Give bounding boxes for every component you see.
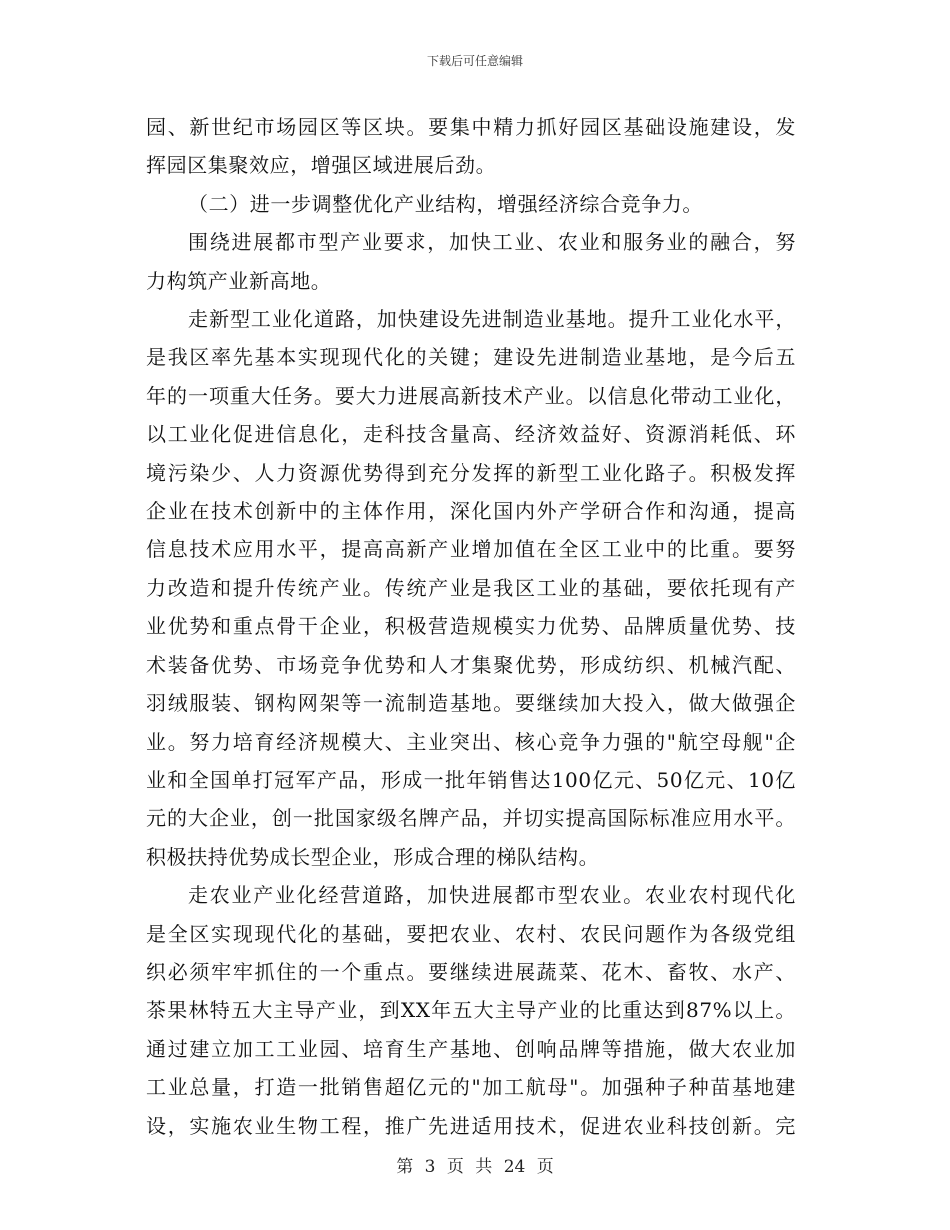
text-line: 业。努力培育经济规模大、主业突出、核心竞争力强的"航空母舰"企 <box>146 729 796 754</box>
text-line: 通过建立加工工业园、培育生产基地、创响品牌等措施，做大农业加 <box>146 1036 796 1061</box>
text-line: 力改造和提升传统产业。传统产业是我区工业的基础，要依托现有产 <box>146 575 796 600</box>
text-line: 走农业产业化经营道路，加快进展都市型农业。农业农村现代化 <box>188 883 796 908</box>
text-line: 业和全国单打冠军产品，形成一批年销售达100亿元、50亿元、10亿 <box>146 767 796 792</box>
page-footer: 第 3 页 共 24 页 <box>396 1157 554 1177</box>
text-line: 元的大企业，创一批国家级名牌产品，并切实提高国际标准应用水平。 <box>146 806 796 831</box>
text-line: 企业在技术创新中的主体作用，深化国内外产学研合作和沟通，提高 <box>146 499 796 524</box>
page-header: 下载后可任意编辑 <box>426 54 523 68</box>
text-line: 年的一项重大任务。要大力进展高新技术产业。以信息化带动工业化， <box>146 383 796 408</box>
text-line: 业优势和重点骨干企业，积极营造规模实力优势、品牌质量优势、技 <box>146 614 796 639</box>
text-line: 走新型工业化道路，加快建设先进制造业基地。提升工业化水平， <box>188 307 796 332</box>
text-line: 工业总量，打造一批销售超亿元的"加工航母"。加强种子种苗基地建 <box>146 1075 796 1100</box>
text-line: 围绕进展都市型产业要求，加快工业、农业和服务业的融合，努 <box>188 230 796 255</box>
text-line: 积极扶持优势成长型企业，形成合理的梯队结构。 <box>146 844 600 869</box>
text-line: 设，实施农业生物工程，推广先进适用技术，促进农业科技创新。完 <box>146 1113 796 1138</box>
text-line: 境污染少、人力资源优势得到充分发挥的新型工业化路子。积极发挥 <box>146 460 796 485</box>
text-line: 羽绒服装、钢构网架等一流制造基地。要继续加大投入，做大做强企 <box>146 691 796 716</box>
text-line: 织必须牢牢抓住的一个重点。要继续进展蔬菜、花木、畜牧、水产、 <box>146 959 796 984</box>
text-line: 是全区实现现代化的基础，要把农业、农村、农民问题作为各级党组 <box>146 921 796 946</box>
section-heading: （二）进一步调整优化产业结构，增强经济综合竞争力。 <box>188 191 703 216</box>
text-line: 术装备优势、市场竞争优势和人才集聚优势，形成纺织、机械汽配、 <box>146 652 796 677</box>
text-line: 挥园区集聚效应，增强区域进展后劲。 <box>146 153 497 178</box>
text-line: 信息技术应用水平，提高高新产业增加值在全区工业中的比重。要努 <box>146 537 796 562</box>
text-line: 园、新世纪市场园区等区块。要集中精力抓好园区基础设施建设，发 <box>146 115 796 139</box>
text-line: 以工业化促进信息化，走科技含量高、经济效益好、资源消耗低、环 <box>146 422 796 447</box>
document-body <box>146 108 796 1145</box>
text-line: 是我区率先基本实现现代化的关键；建设先进制造业基地，是今后五 <box>146 345 796 370</box>
text-line: 茶果林特五大主导产业，到XX年五大主导产业的比重达到87%以上。 <box>146 998 796 1023</box>
text-line: 力构筑产业新高地。 <box>146 268 332 293</box>
